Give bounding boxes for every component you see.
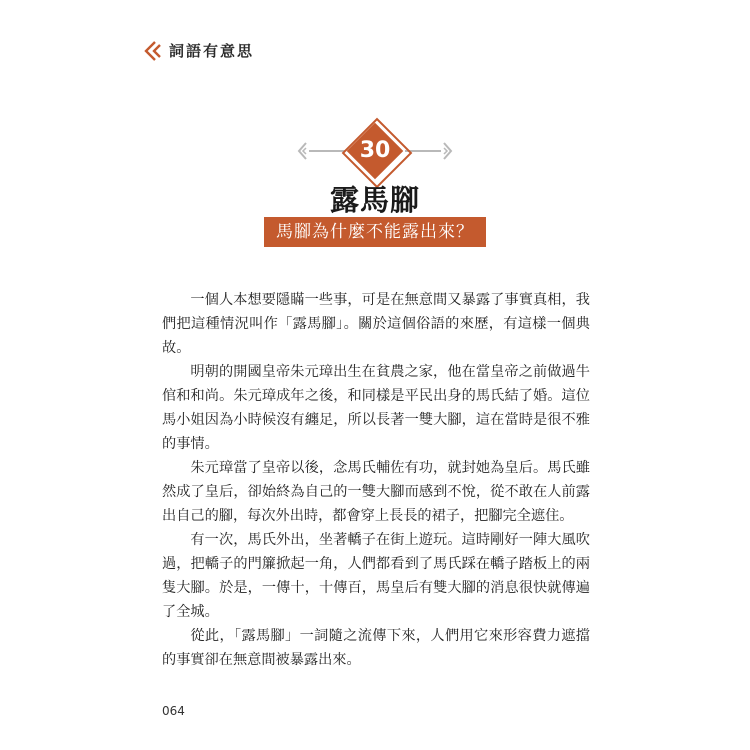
chapter-title: 露馬腳	[329, 183, 420, 217]
paragraph: 從此，「露馬腳」一詞隨之流傳下來，人們用它來形容費力遮擋的事實卻在無意間被暴露出來。	[162, 628, 590, 668]
chapter-badge	[0, 118, 750, 184]
header-title: 詞語有意思	[169, 42, 255, 60]
page-number: 064	[162, 704, 185, 718]
ornament-icon	[143, 41, 161, 61]
chapter-subtitle: 馬腳為什麼不能露出來？	[264, 217, 486, 247]
paragraph: 朱元璋當了皇帝以後，念馬氏輔佐有功，就封她為皇后。馬氏雖然成了皇后，卻始終為自己的一雙大腳而感到不悅，從不敢在人前露出自己的腳，每次外出時，都會穿上長長的裙子，把腳完全遮住。	[162, 460, 590, 524]
body-text	[162, 288, 590, 672]
paragraph: 有一次，馬氏外出，坐著轎子在街上遊玩。這時剛好一陣大風吹過，把轎子的門簾掀起一角，人們都看到了馬氏踩在轎子踏板上的兩隻大腳。於是，一傳十，十傳百，馬皇后有雙大腳的消息很快就傳遍了全城。	[162, 532, 590, 620]
paragraph: 一個人本想要隱瞞一些事，可是在無意間又暴露了事實真相，我們把這種情況叫作「露馬腳」。關於這個俗語的來歷，有這樣一個典故。	[162, 292, 590, 356]
chapter-number: 30	[359, 138, 391, 163]
paragraph: 明朝的開國皇帝朱元璋出生在貧農之家，他在當皇帝之前做過牛倌和和尚。朱元璋成年之後，和同樣是平民出身的馬氏結了婚。這位馬小姐因為小時候沒有纏足，所以長著一雙大腳，這在當時是很不雅的事情。	[162, 364, 590, 452]
running-header	[143, 40, 254, 61]
